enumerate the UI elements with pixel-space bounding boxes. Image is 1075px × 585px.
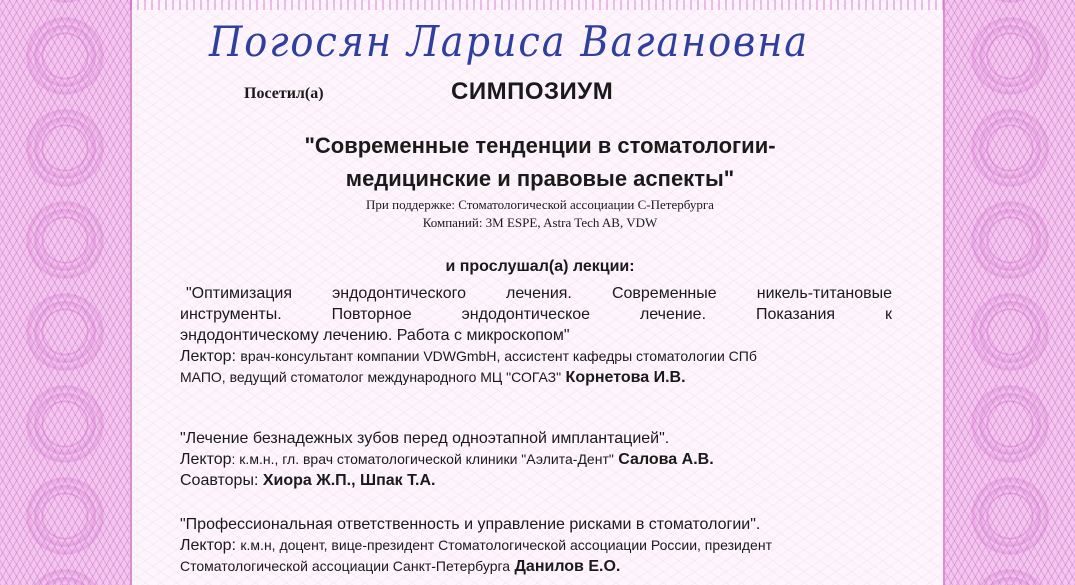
lecture-1-lector-info: врач-консультант компании VDWGmbH, ассистент кафедры стоматологии СПб bbox=[240, 348, 757, 364]
lecture-1-title-line: "Оптимизация эндодонтического лечения. Современные никель-титановые bbox=[186, 285, 892, 302]
lecture-3 bbox=[180, 514, 892, 577]
lecture-1 bbox=[180, 283, 892, 388]
visited-label: Посетил(а) bbox=[244, 85, 324, 102]
lecture-3-lector-name: Данилов Е.О. bbox=[514, 558, 621, 575]
lecture-1-lector-info: МАПО, ведущий стоматолог международного МЦ "СОГАЗ" bbox=[180, 369, 562, 385]
heard-lectures-label: и прослушал(а) лекции: bbox=[445, 258, 635, 275]
guilloche-border-right bbox=[945, 0, 1075, 585]
handwritten-name bbox=[205, 6, 825, 76]
support-line: При поддержке: Стоматологической ассоциации С-Петербурга bbox=[366, 197, 714, 212]
lecture-2-lector-info: : к.м.н., гл. врач стоматологической клиники "Аэлита-Дент" bbox=[231, 451, 614, 467]
lecture-2 bbox=[180, 428, 892, 491]
lecture-2-coauthors: Хиора Ж.П., Шпак Т.А. bbox=[262, 472, 436, 489]
guilloche-border-left bbox=[0, 0, 130, 585]
lecture-3-lector-label: Лектор: bbox=[180, 537, 236, 554]
lecture-1-title-line: инструменты. Повторное эндодонтическое лечение. Показания к bbox=[180, 306, 892, 323]
event-title-line-2: медицинские и правовые аспекты" bbox=[345, 166, 735, 191]
lecture-2-coauthors-label: Соавторы: bbox=[180, 472, 259, 489]
event-type-heading: СИМПОЗИУМ bbox=[451, 78, 614, 105]
event-title-line-1: "Современные тенденции в стоматологии- bbox=[304, 133, 776, 158]
lecture-2-lector-name: Салова А.В. bbox=[618, 451, 714, 468]
lecture-1-title-line: эндодонтическому лечению. Работа с микроскопом" bbox=[180, 327, 570, 344]
lecture-3-lector-info: Стоматологической ассоциации Санкт-Петербурга bbox=[180, 558, 511, 574]
handwritten-name-text: Погосян Лариса Вагановна bbox=[208, 17, 809, 66]
lecture-2-title-line: "Лечение безнадежных зубов перед одноэтапной имплантацией". bbox=[180, 430, 670, 447]
lecture-3-title-line: "Профессиональная ответственность и управление рисками в стоматологии". bbox=[180, 516, 761, 533]
lecture-3-lector-info: к.м.н, доцент, вице-президент Стоматологической ассоциации России, президент bbox=[240, 537, 772, 553]
lecture-1-lector-label: Лектор: bbox=[180, 348, 236, 365]
lecture-1-lector-name: Корнетова И.В. bbox=[565, 369, 686, 386]
companies-line: Компаний: 3M ESPE, Astra Tech AB, VDW bbox=[422, 215, 658, 230]
lecture-2-lector-label: Лектор bbox=[180, 451, 232, 468]
